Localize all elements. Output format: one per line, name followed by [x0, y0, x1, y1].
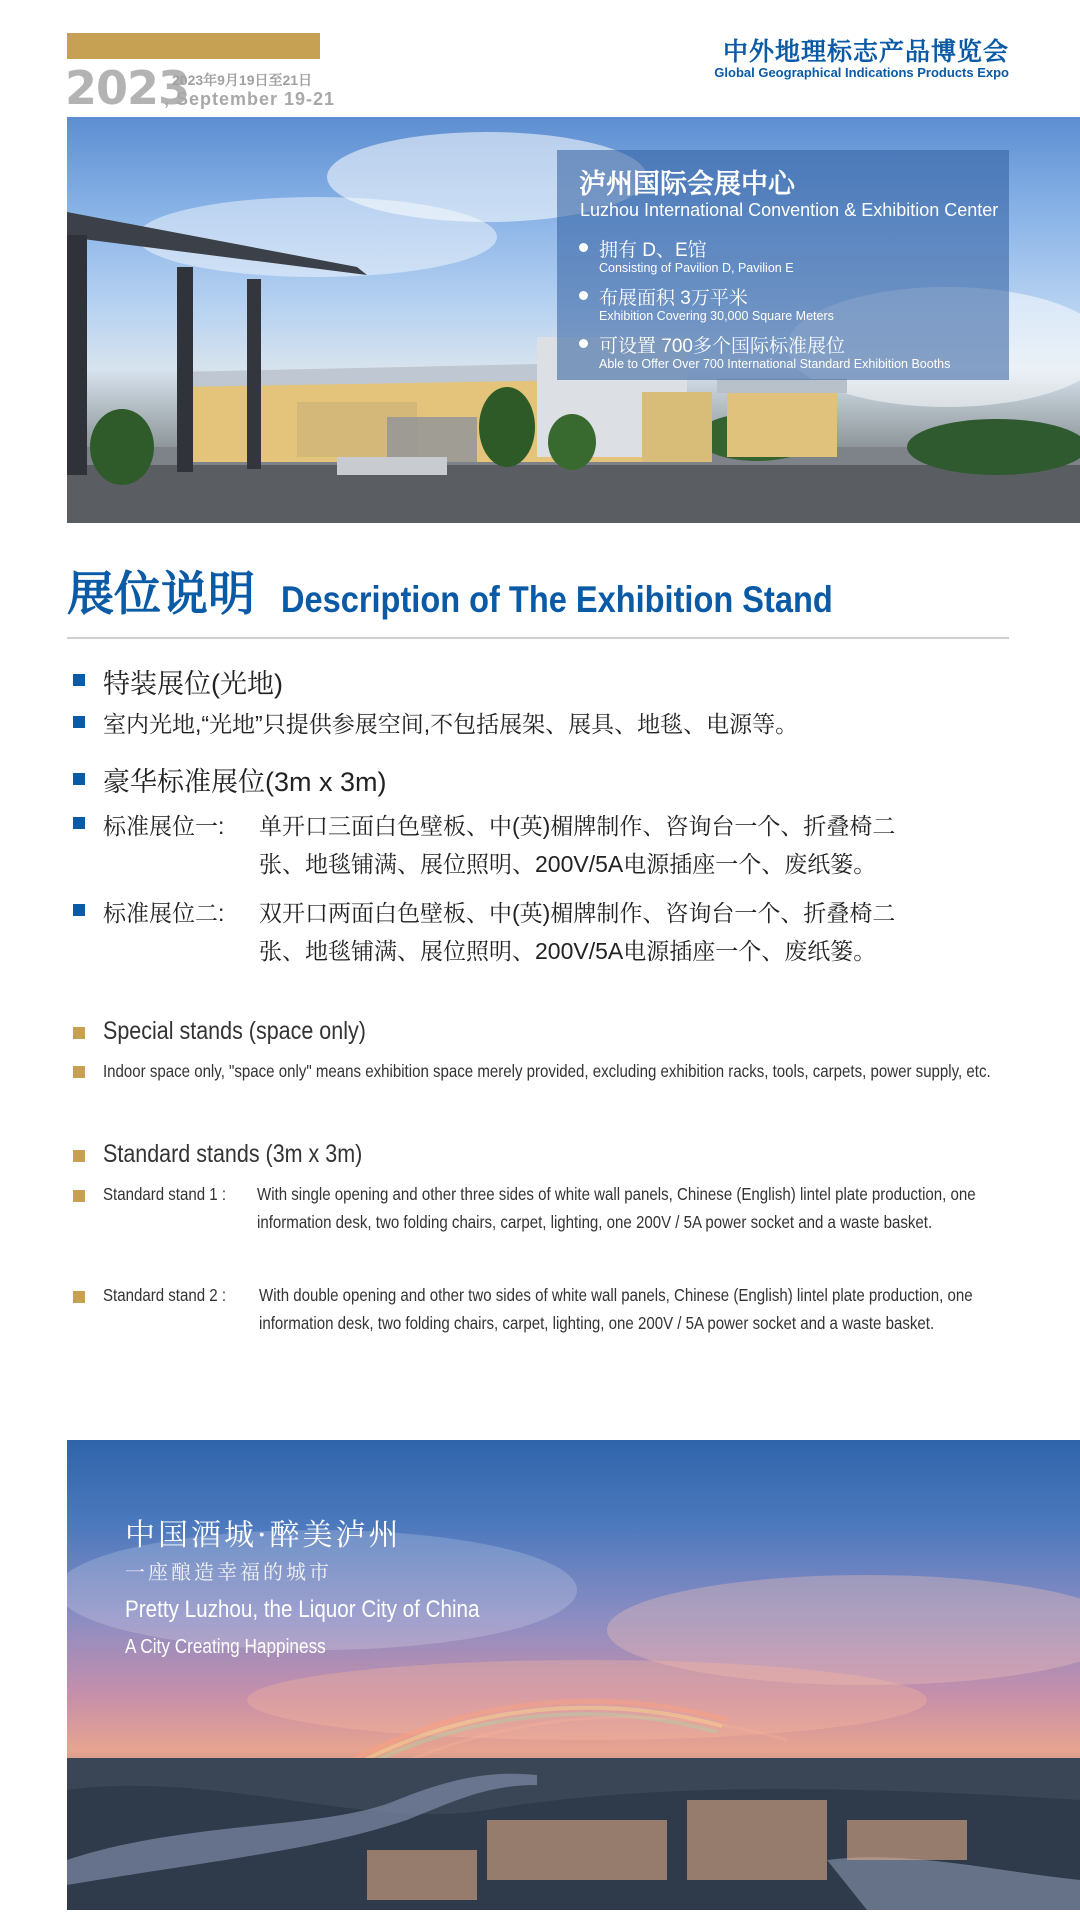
- cn-special-title: 特装展位(光地): [103, 669, 283, 699]
- en-special-title: Special stands (space only): [103, 1017, 366, 1045]
- bullet-dot-icon: [579, 243, 588, 252]
- venue-info-en: Able to Offer Over 700 International Standard Exhibition Booths: [599, 357, 951, 371]
- square-bullet-icon: [73, 674, 85, 686]
- cn-stand1-label: 标准展位一:: [103, 813, 225, 839]
- cn-standard-title: 豪华标准展位(3m x 3m): [103, 767, 387, 797]
- venue-info-cn: 布展面积 3万平米: [599, 288, 748, 309]
- square-bullet-icon: [73, 817, 85, 829]
- city-slogan-cn: 中国酒城·醉美泸州: [125, 1518, 402, 1553]
- square-bullet-icon: [73, 1190, 85, 1202]
- venue-info-cn: 拥有 D、E馆: [599, 240, 707, 261]
- section-title-cn: 展位说明: [67, 567, 255, 620]
- venue-info-panel: [557, 150, 1009, 380]
- square-bullet-icon: [73, 1066, 85, 1078]
- section-title-en: Description of The Exhibition Stand: [281, 579, 833, 620]
- bullet-dot-icon: [579, 291, 588, 300]
- square-bullet-icon: [73, 716, 85, 728]
- cn-stand2-line2: 张、地毯铺满、展位照明、200V/5A电源插座一个、废纸篓。: [259, 938, 877, 964]
- venue-info-en: Consisting of Pavilion D, Pavilion E: [599, 261, 794, 275]
- venue-title-cn: 泸州国际会展中心: [579, 169, 795, 199]
- cn-stand1-line1: 单开口三面白色壁板、中(英)楣牌制作、咨询台一个、折叠椅二: [259, 813, 896, 839]
- square-bullet-icon: [73, 1291, 85, 1303]
- en-standard-title: Standard stands (3m x 3m): [103, 1140, 363, 1168]
- event-date-en: , September 19-21: [164, 89, 336, 109]
- header-accent-bar: [67, 33, 320, 59]
- en-stand1-label: Standard stand 1 :: [103, 1184, 227, 1204]
- section-divider: [67, 637, 1009, 639]
- square-bullet-icon: [73, 1150, 85, 1162]
- bullet-dot-icon: [579, 339, 588, 348]
- en-special-desc: Indoor space only, "space only" means exhibition space merely provided, excluding exhibition racks, tools, carpets, power supply, etc.: [103, 1061, 991, 1081]
- event-year: 2023: [65, 61, 190, 115]
- en-stand2-label: Standard stand 2 :: [103, 1285, 227, 1305]
- square-bullet-icon: [73, 904, 85, 916]
- expo-name-en: Global Geographical Indications Products Expo: [714, 65, 1009, 80]
- cn-stand2-line1: 双开口两面白色壁板、中(英)楣牌制作、咨询台一个、折叠椅二: [259, 900, 896, 926]
- city-subtitle-cn: 一座酿造幸福的城市: [125, 1560, 332, 1584]
- square-bullet-icon: [73, 773, 85, 785]
- venue-info-en: Exhibition Covering 30,000 Square Meters: [599, 309, 834, 323]
- event-date-cn: 2023年9月19日至21日: [172, 72, 313, 88]
- cn-stand1-line2: 张、地毯铺满、展位照明、200V/5A电源插座一个、废纸篓。: [259, 851, 877, 877]
- venue-info-cn: 可设置 700多个国际标准展位: [599, 336, 845, 357]
- expo-name-cn: 中外地理标志产品博览会: [722, 38, 1009, 66]
- city-slogan-en: Pretty Luzhou, the Liquor City of China: [125, 1596, 480, 1623]
- en-stand1-desc: With single opening and other three sides of white wall panels, Chinese (English) lintel plate production, one information desk, two folding chairs, carpet, lighting, one 200V / 5A power socket and a waste basket.: [257, 1184, 976, 1232]
- venue-title-en: Luzhou International Convention & Exhibition Center: [580, 200, 999, 220]
- square-bullet-icon: [73, 1027, 85, 1039]
- city-subtitle-en: A City Creating Happiness: [125, 1636, 326, 1658]
- en-stand2-desc: With double opening and other two sides of white wall panels, Chinese (English) lintel plate production, one information desk, two folding chairs, carpet, lighting, one 200V / 5A power socket and a waste basket.: [259, 1285, 973, 1333]
- cn-special-desc: 室内光地,“光地”只提供参展空间,不包括展架、展具、地毯、电源等。: [103, 711, 799, 737]
- cn-stand2-label: 标准展位二:: [103, 900, 225, 926]
